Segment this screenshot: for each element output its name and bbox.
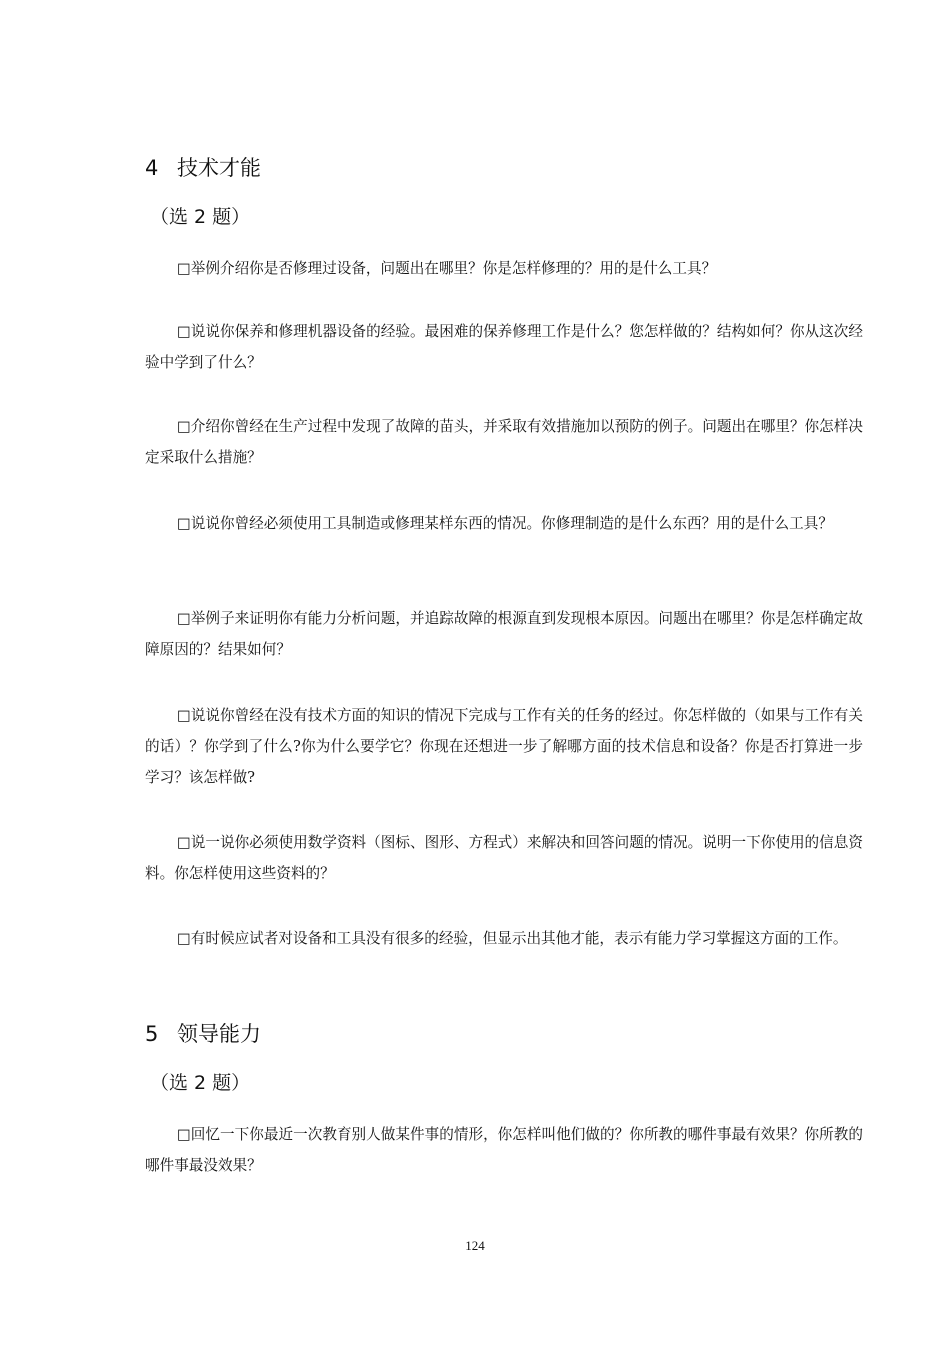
section-5-number: 5 — [145, 1022, 159, 1046]
section-5-title: 领导能力 — [177, 1022, 261, 1046]
section-4-subtitle: （选 2 题） — [150, 206, 251, 228]
question-item: □举例介绍你是否修理过设备，问题出在哪里？你是怎样修理的？用的是什么工具？ — [177, 260, 717, 277]
section-5-heading — [145, 1020, 261, 1048]
question-item: □介绍你曾经在生产过程中发现了故障的苗头，并采取有效措施加以预防的例子。问题出在哪里？你怎样决定采取什么措施？ — [145, 418, 863, 466]
question-item: □说说你保养和修理机器设备的经验。最困难的保养修理工作是什么？您怎样做的？结构如何？你从这次经验中学到了什么？ — [145, 323, 863, 371]
page-number: 124 — [465, 1238, 485, 1253]
question-item: □说一说你必须使用数学资料（图标、图形、方程式）来解决和回答问题的情况。说明一下你使用的信息资料。你怎样使用这些资料的？ — [145, 834, 863, 882]
section-4-title: 技术才能 — [177, 156, 261, 180]
section-4-number: 4 — [145, 156, 159, 180]
section-4-heading — [145, 154, 261, 182]
section-5-subtitle: （选 2 题） — [150, 1072, 251, 1094]
question-item: □有时候应试者对设备和工具没有很多的经验，但显示出其他才能，表示有能力学习掌握这方面的工作。 — [177, 930, 848, 947]
question-item: □说说你曾经必须使用工具制造或修理某样东西的情况。你修理制造的是什么东西？用的是什么工具？ — [177, 515, 833, 532]
question-item: □回忆一下你最近一次教育别人做某件事的情形，你怎样叫他们做的？你所教的哪件事最有效果？你所教的哪件事最没效果？ — [145, 1126, 863, 1174]
question-item: □举例子来证明你有能力分析问题，并追踪故障的根源直到发现根本原因。问题出在哪里？你是怎样确定故障原因的？结果如何？ — [145, 610, 863, 658]
question-item: □说说你曾经在没有技术方面的知识的情况下完成与工作有关的任务的经过。你怎样做的（如果与工作有关的话）？你学到了什么?你为什么要学它？你现在还想进一步了解哪方面的技术信息和设备？你是否打算进一步学习？该怎样做? — [145, 707, 863, 786]
